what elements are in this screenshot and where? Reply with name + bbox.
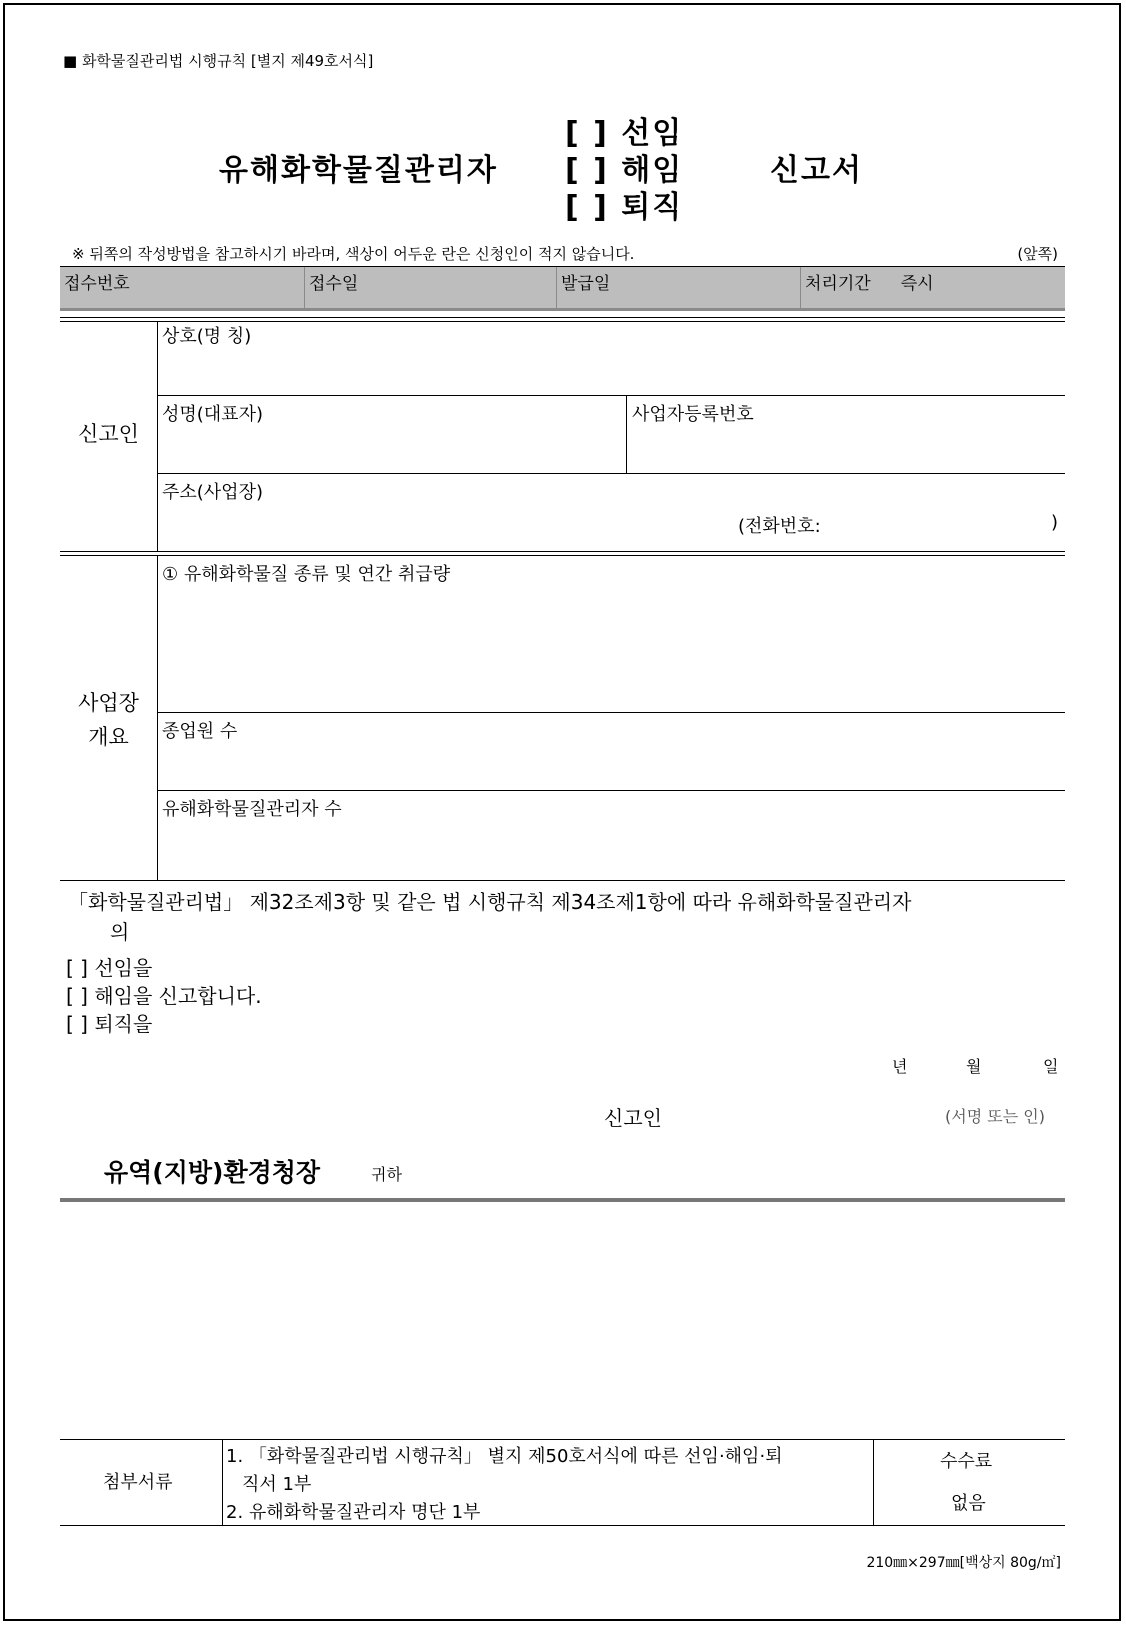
title-option-appoint: [ ] 선임 bbox=[565, 116, 684, 151]
page-side-label: (앞쪽) bbox=[1017, 245, 1058, 263]
title-option-resign: [ ] 퇴직 bbox=[565, 190, 684, 225]
declaration-option-resign[interactable]: [ ] 퇴직을 bbox=[66, 1012, 153, 1036]
title-option-dismiss: [ ] 해임 bbox=[565, 153, 684, 188]
signature-field[interactable]: (서명 또는 인) bbox=[945, 1107, 1045, 1126]
honorific: 귀하 bbox=[371, 1165, 402, 1184]
phone-number-close: ) bbox=[1051, 512, 1059, 533]
date-day-label[interactable]: 일 bbox=[1043, 1057, 1059, 1076]
fee-label: 수수료 bbox=[940, 1451, 993, 1472]
phone-number-field[interactable]: (전화번호: bbox=[738, 516, 821, 537]
processing-period-field: 처리기간 즉시 bbox=[800, 267, 1065, 308]
attachment-item-1-cont: 직서 1부 bbox=[242, 1474, 312, 1495]
fee-value: 없음 bbox=[951, 1493, 986, 1514]
attachment-item-1: 1. 「화학물질관리법 시행규칙」 별지 제50호서식에 따른 선임·해임·퇴 bbox=[226, 1446, 783, 1467]
employee-count-field[interactable]: 종업원 수 bbox=[162, 721, 238, 742]
receipt-number-field: 접수번호 bbox=[64, 274, 130, 294]
addressee: 유역(지방)환경청장 bbox=[104, 1158, 321, 1187]
business-registration-number-field[interactable]: 사업자등록번호 bbox=[632, 404, 754, 425]
attachment-item-2: 2. 유해화학물질관리자 명단 1부 bbox=[226, 1502, 481, 1523]
form-title-suffix: 신고서 bbox=[770, 153, 863, 188]
form-title: 유해화학물질관리자 bbox=[219, 153, 498, 188]
declaration-text: 「화학물질관리법」 제32조제3항 및 같은 법 시행규칙 제34조제1항에 따라 유해화학물질관리자 bbox=[68, 890, 912, 914]
declaration-text-cont: 의 bbox=[110, 920, 130, 944]
instruction-note: ※ 뒤쪽의 작성방법을 참고하시기 바라며, 색상이 어두운 란은 신청인이 적지 않습니다. bbox=[72, 245, 635, 263]
site-overview-section-label: 사업장 개요 bbox=[78, 691, 139, 749]
attachments-label: 첨부서류 bbox=[103, 1472, 173, 1493]
receipt-date-field: 접수일 bbox=[304, 267, 556, 308]
declaration-option-dismiss[interactable]: [ ] 해임을 신고합니다. bbox=[66, 984, 262, 1008]
chemical-types-field[interactable]: ① 유해화학물질 종류 및 연간 취급량 bbox=[162, 564, 451, 585]
issue-date-field: 발급일 bbox=[556, 267, 800, 308]
office-use-bar bbox=[60, 266, 1065, 311]
date-year-label[interactable]: 년 bbox=[892, 1057, 908, 1076]
manager-count-field[interactable]: 유해화학물질관리자 수 bbox=[162, 799, 342, 820]
company-name-field[interactable]: 상호(명 칭) bbox=[162, 326, 252, 347]
date-month-label[interactable]: 월 bbox=[966, 1057, 982, 1076]
form-reference: ■ 화학물질관리법 시행규칙 [별지 제49호서식] bbox=[63, 52, 374, 70]
representative-name-field[interactable]: 성명(대표자) bbox=[162, 404, 263, 425]
section-divider bbox=[60, 1198, 1065, 1202]
signer-label: 신고인 bbox=[604, 1106, 662, 1130]
declaration-option-appoint[interactable]: [ ] 선임을 bbox=[66, 956, 153, 980]
address-field[interactable]: 주소(사업장) bbox=[162, 482, 263, 503]
applicant-section-label: 신고인 bbox=[78, 422, 139, 446]
paper-spec: 210㎜×297㎜[백상지 80g/㎡] bbox=[866, 1555, 1061, 1571]
